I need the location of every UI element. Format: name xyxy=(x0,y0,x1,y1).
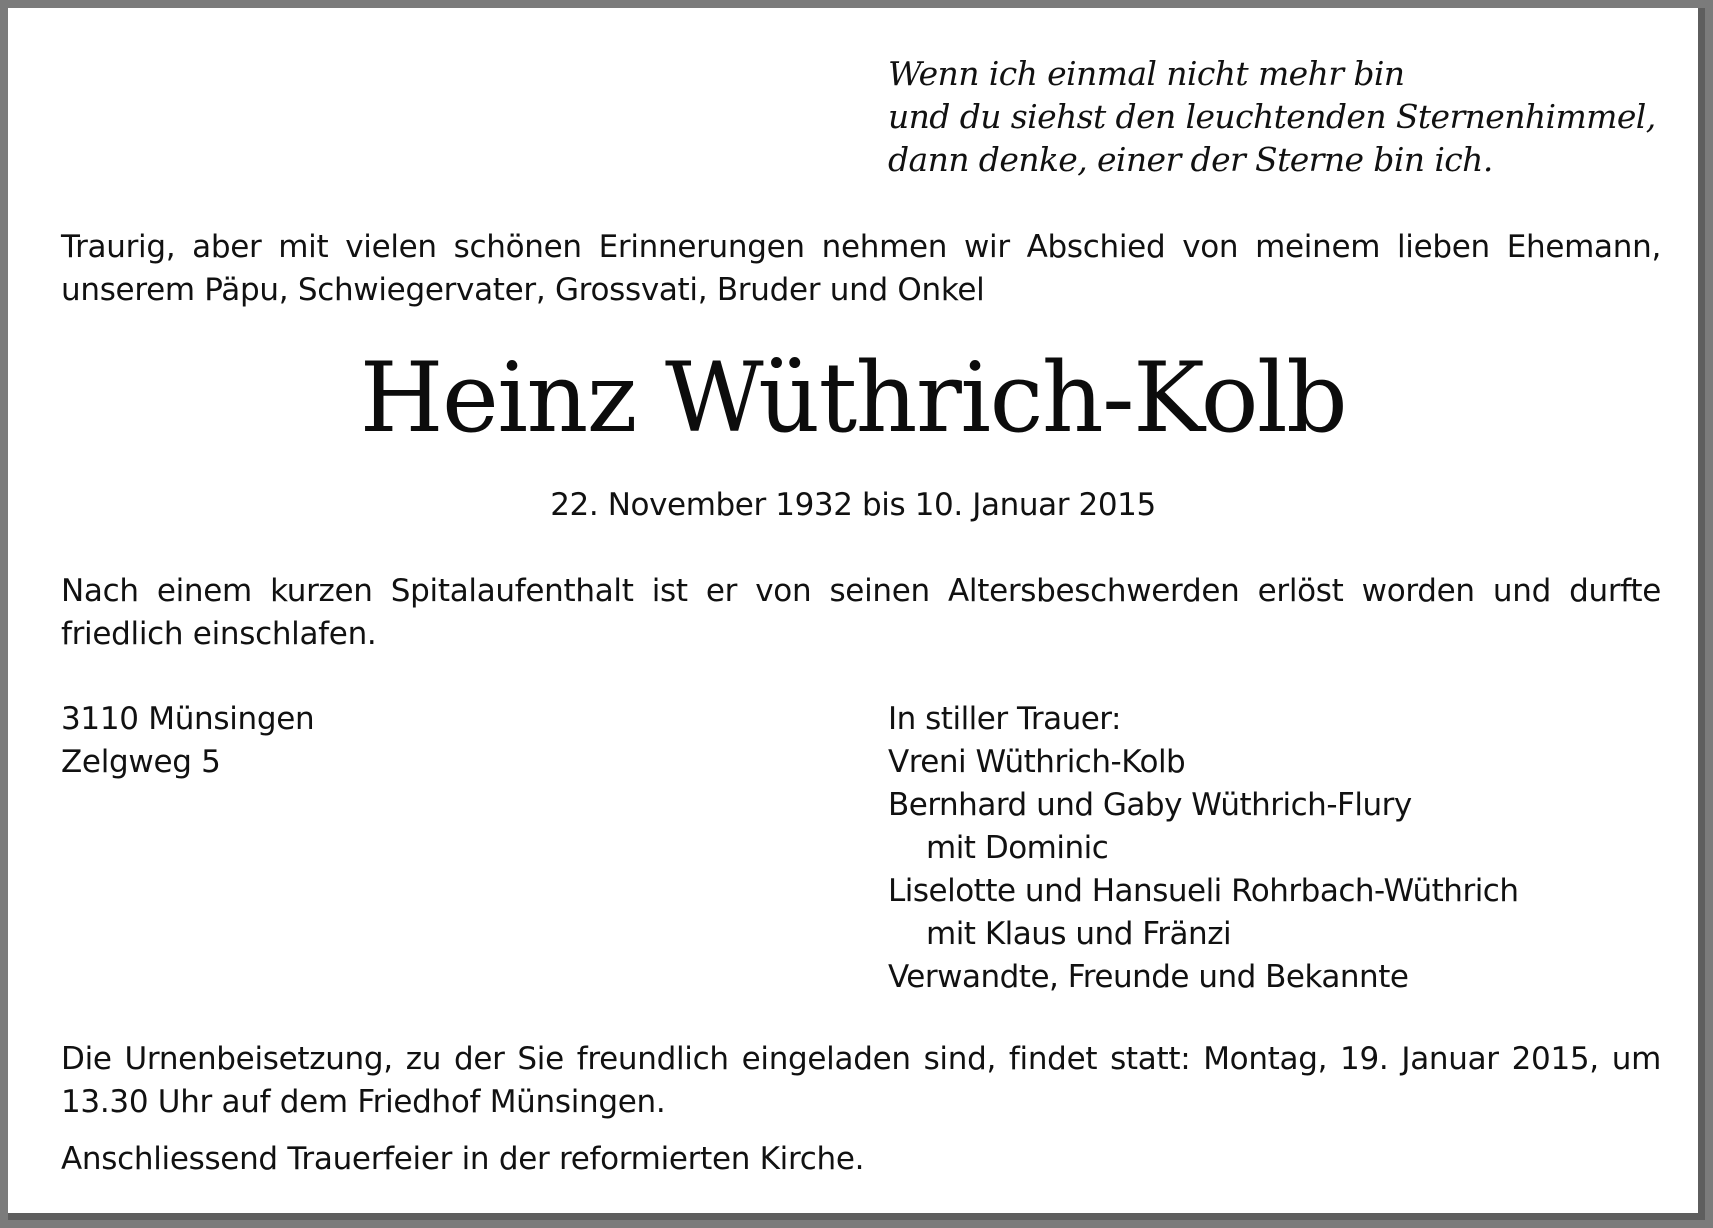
poem-line: Wenn ich einmal nicht mehr bin xyxy=(888,54,1405,93)
deceased-name: Heinz Wüthrich-Kolb xyxy=(359,342,1347,454)
poem-line: dann denke, einer der Sterne bin ich. xyxy=(888,140,1493,179)
mourner-line: Vreni Wüthrich-Kolb xyxy=(888,744,1186,780)
page-shadow-bottom xyxy=(8,1213,1705,1220)
page-shadow-right xyxy=(1698,8,1705,1220)
mourner-line: mit Dominic xyxy=(926,830,1109,866)
address-city: 3110 Münsingen xyxy=(61,701,315,737)
statement-text: Nach einem kurzen Spitalaufenthalt ist er von seinen Altersbeschwerden erlöst worden und durfte friedlich einschlafen. xyxy=(61,573,1661,652)
burial-notice: Die Urnenbeisetzung, zu der Sie freundlich eingeladen sind, findet statt: Montag, 19. Januar 2015, um 13.30 Uhr auf dem Friedhof Münsingen. xyxy=(61,1041,1661,1120)
mourners-list xyxy=(888,698,1519,999)
mourner-line: Liselotte und Hansueli Rohrbach-Wüthrich xyxy=(888,873,1519,909)
mourners-heading: In stiller Trauer: xyxy=(888,701,1121,737)
ceremony-notice: Anschliessend Trauerfeier in der reformierten Kirche. xyxy=(61,1141,865,1177)
poem xyxy=(888,52,1656,181)
obituary-page xyxy=(8,8,1698,1213)
intro-text: Traurig, aber mit vielen schönen Erinnerungen nehmen wir Abschied von meinem lieben Ehemann, unserem Päpu, Schwiegervater, Grossvati, Bruder und Onkel xyxy=(61,229,1661,308)
life-dates: 22. November 1932 bis 10. Januar 2015 xyxy=(550,487,1156,523)
mourner-line: mit Klaus und Fränzi xyxy=(926,916,1232,952)
mourner-line: Bernhard und Gaby Wüthrich-Flury xyxy=(888,787,1412,823)
poem-line: und du siehst den leuchtenden Sternenhimmel, xyxy=(888,97,1656,136)
mourner-line: Verwandte, Freunde und Bekannte xyxy=(888,959,1409,995)
address xyxy=(61,698,314,784)
address-street: Zelgweg 5 xyxy=(61,744,221,780)
